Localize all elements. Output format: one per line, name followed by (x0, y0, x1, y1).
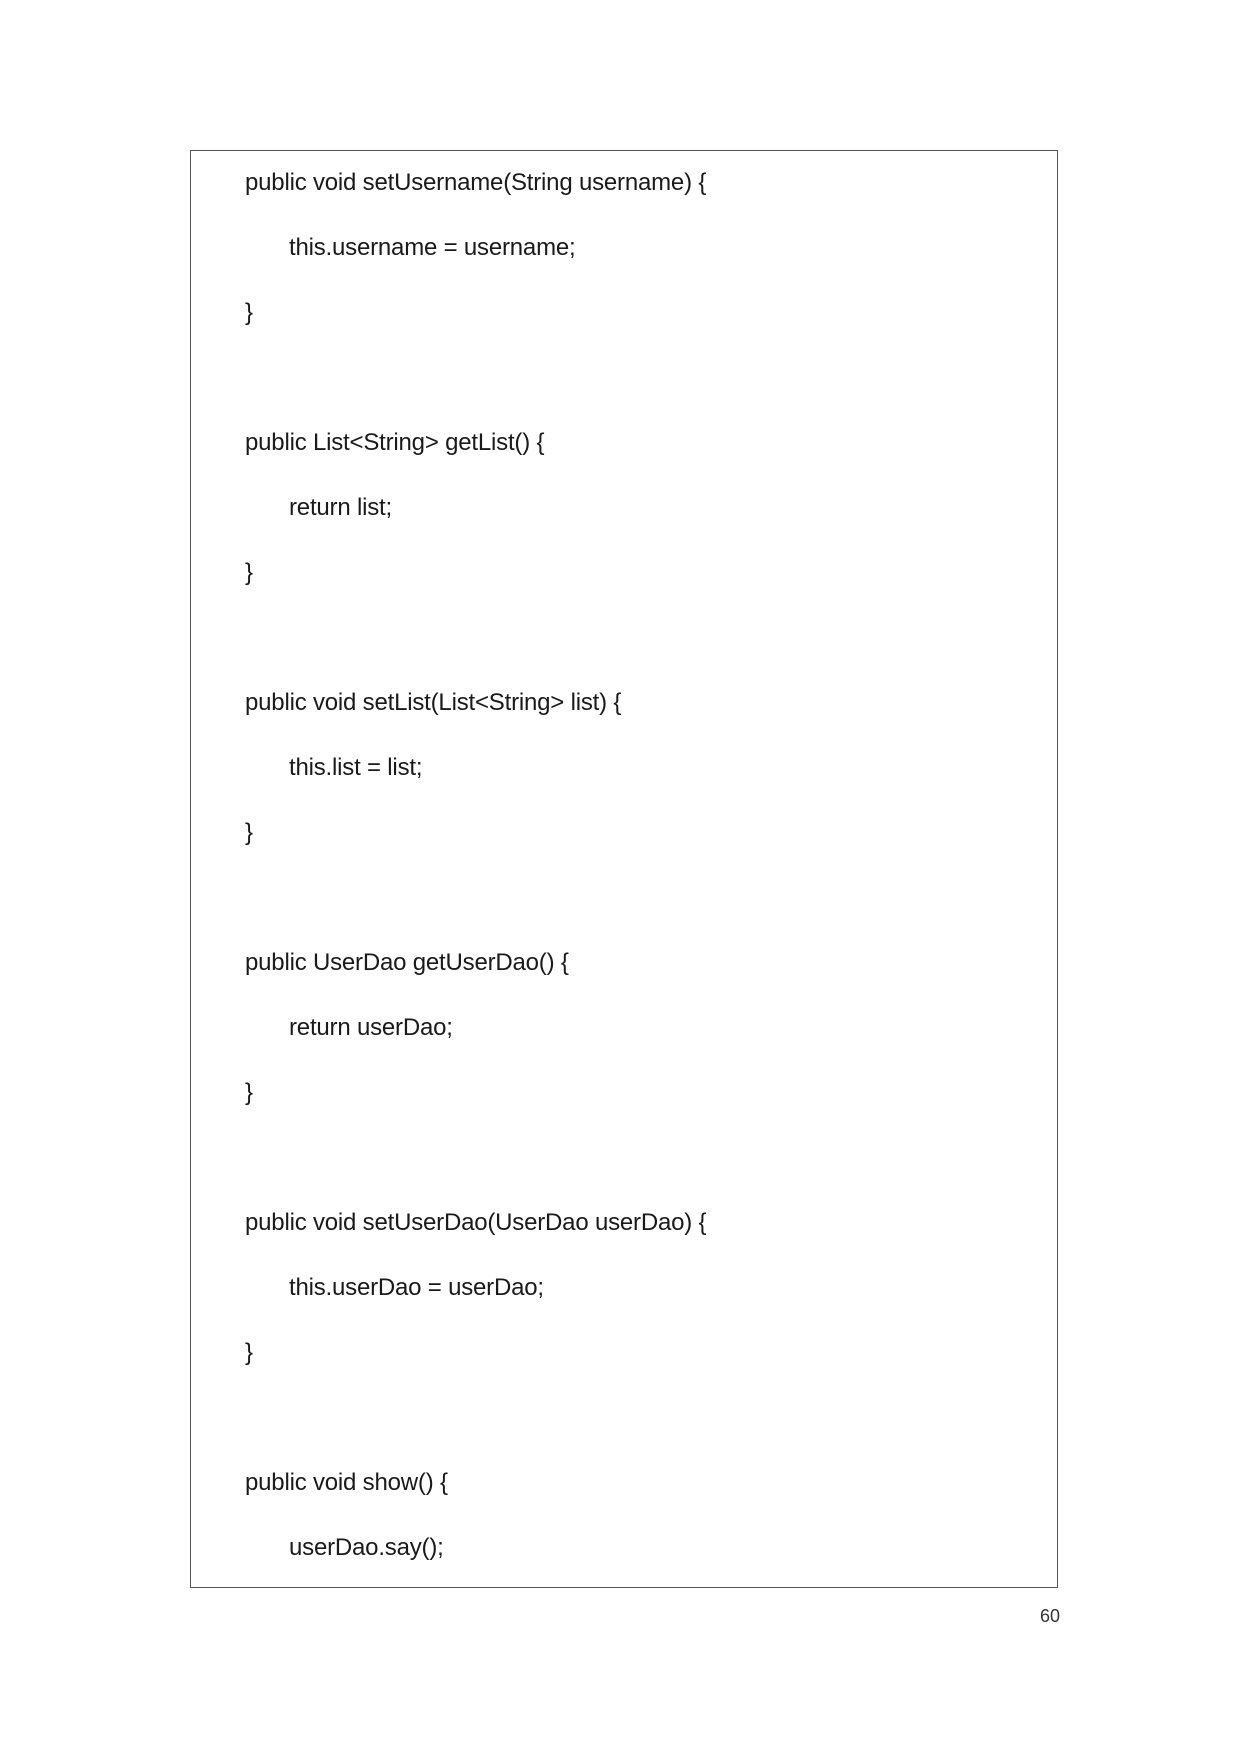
code-line: public UserDao getUserDao() { (245, 949, 569, 976)
code-line: } (245, 1339, 253, 1366)
code-line: public void setUsername(String username) { (245, 169, 707, 196)
code-line: userDao.say(); (289, 1534, 444, 1561)
code-line: } (245, 819, 253, 846)
code-line: this.username = username; (289, 234, 576, 261)
code-line: } (245, 299, 253, 326)
code-line: } (245, 559, 253, 586)
code-line: public List<String> getList() { (245, 429, 545, 456)
code-line: this.userDao = userDao; (289, 1274, 544, 1301)
code-line: public void setList(List<String> list) { (245, 689, 622, 716)
code-line: public void setUserDao(UserDao userDao) { (245, 1209, 707, 1236)
code-line: } (245, 1079, 253, 1106)
page-number: 60 (1039, 1606, 1060, 1626)
code-block (190, 150, 1058, 1588)
code-line: return userDao; (289, 1014, 453, 1041)
code-line: this.list = list; (289, 754, 423, 781)
code-line: public void show() { (245, 1469, 448, 1496)
code-line: return list; (289, 494, 392, 521)
